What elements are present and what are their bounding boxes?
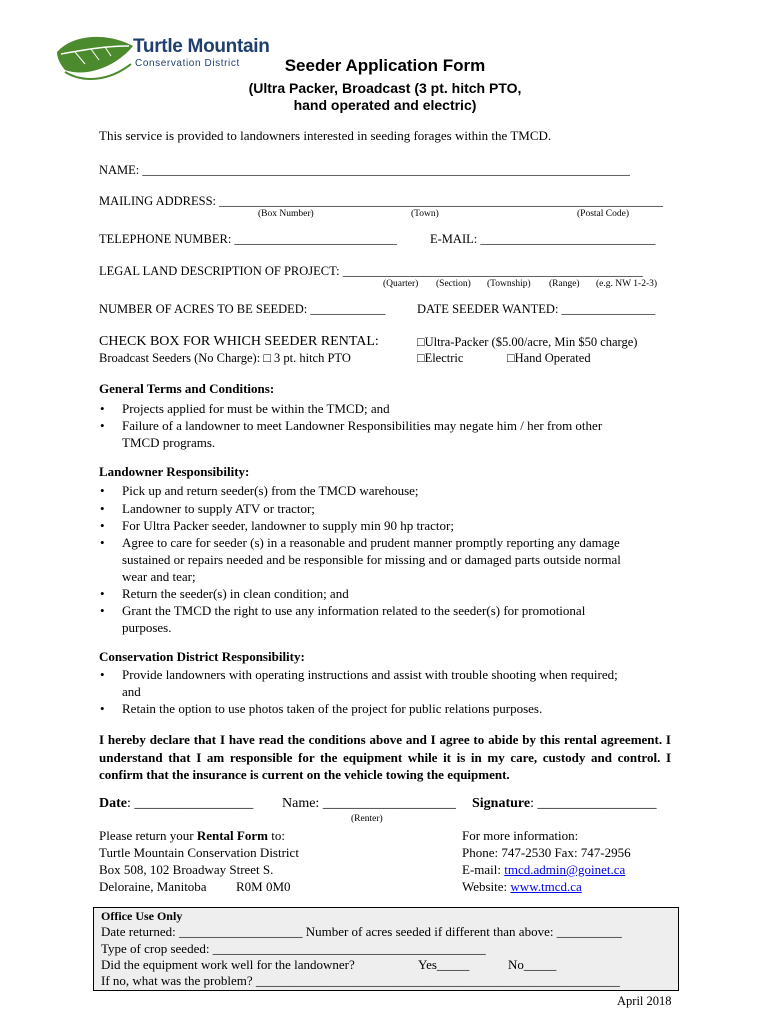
hand-operated-checkbox[interactable]: □ — [507, 351, 515, 365]
hint-township: (Township) — [487, 279, 531, 289]
return-postal: R0M 0M0 — [236, 879, 291, 894]
electric-label: Electric — [424, 351, 464, 365]
office-problem-field[interactable]: If no, what was the problem? ________________________________________________________ — [101, 973, 620, 988]
office-yes-field[interactable]: Yes_____ — [418, 957, 470, 972]
broadcast-label-text: Broadcast Seeders (No Charge): — [99, 351, 261, 365]
return-city: Deloraine, Manitoba — [99, 879, 207, 894]
landowner-item-text: Agree to care for seeder (s) in a reasonable and prudent manner promptly reporting any damage — [122, 535, 620, 550]
hint-quarter: (Quarter) — [383, 279, 419, 289]
rental-form-label: Rental Form — [196, 828, 268, 843]
website-label: Website: — [462, 879, 508, 894]
hand-operated-label: Hand Operated — [514, 351, 591, 365]
hint-range: (Range) — [549, 279, 580, 289]
form-subtitle-line2: hand operated and electric) — [293, 97, 477, 113]
office-no-field[interactable]: No_____ — [508, 957, 557, 972]
landowner-item-text: wear and tear; — [122, 569, 196, 584]
form-title: Seeder Application Form — [284, 56, 486, 75]
landowner-item-text: Landowner to supply ATV or tractor; — [122, 501, 315, 516]
district-heading: Conservation District Responsibility: — [99, 649, 305, 664]
hitch-checkbox[interactable]: □ — [263, 351, 271, 365]
rental-heading: CHECK BOX FOR WHICH SEEDER RENTAL: — [99, 334, 379, 349]
name-signature-field[interactable]: Name: ___________________ — [282, 796, 456, 811]
office-title: Office Use Only — [101, 909, 183, 923]
declaration-text: I hereby declare that I have read the conditions above and I agree to abide by this rental agreement. I understand that I am responsible for the equipment while it is in my care, custody and control. I confirm that the insurance is current on the vehicle towing the equipment. — [99, 732, 671, 782]
footer-date: April 2018 — [617, 994, 672, 1008]
hint-postal-code: (Postal Code) — [577, 209, 629, 219]
general-item-text: Projects applied for must be within the TMCD; and — [122, 401, 390, 416]
hint-town: (Town) — [411, 209, 439, 219]
district-item-text: and — [122, 684, 141, 699]
website-link[interactable]: www.tmcd.ca — [510, 879, 582, 894]
district-item-text: Retain the option to use photos taken of the project for public relations purposes. — [122, 701, 543, 716]
landowner-heading: Landowner Responsibility: — [99, 464, 250, 479]
electric-option — [417, 351, 463, 366]
hand-operated-option — [507, 351, 591, 366]
logo-subtitle: Conservation District — [135, 58, 240, 69]
general-item-text: TMCD programs. — [122, 435, 216, 450]
contact-phone: Phone: 747-2530 Fax: 747-2956 — [462, 845, 631, 860]
signature-label: Signature — [472, 796, 531, 811]
acres-field[interactable]: NUMBER OF ACRES TO BE SEEDED: ____________ — [99, 302, 386, 316]
landowner-item-text: Return the seeder(s) in clean condition; and — [122, 586, 349, 601]
office-crop-type[interactable]: Type of crop seeded: __________________________________________ — [101, 941, 486, 956]
office-equipment-question: Did the equipment work well for the landowner? — [101, 957, 355, 972]
contact-website — [462, 879, 582, 895]
date-wanted-field[interactable]: DATE SEEDER WANTED: _______________ — [417, 302, 656, 316]
electric-checkbox[interactable]: □ — [417, 351, 425, 365]
landowner-item-text: sustained or repairs needed and be responsible for missing and or damaged parts outside normal — [122, 552, 621, 567]
return-please: Please return your — [99, 828, 194, 843]
form-subtitle-line1: (Ultra Packer, Broadcast (3 pt. hitch PTO, — [248, 80, 522, 96]
date-line: : _________________ — [127, 796, 254, 811]
contact-email — [462, 862, 625, 878]
return-org: Turtle Mountain Conservation District — [99, 845, 299, 860]
hint-box-number: (Box Number) — [258, 209, 314, 219]
ultra-packer-checkbox[interactable]: □ — [417, 335, 425, 349]
contact-heading: For more information: — [462, 828, 579, 843]
renter-hint: (Renter) — [351, 814, 383, 824]
mailing-address-field[interactable]: MAILING ADDRESS: _______________________________________________________________________ — [99, 194, 663, 208]
name-field[interactable]: NAME: ______________________________________________________________________________ — [99, 163, 630, 177]
district-item-text: Provide landowners with operating instructions and assist with trouble shooting when required; — [122, 667, 618, 682]
hint-section: (Section) — [436, 279, 471, 289]
broadcast-label — [99, 351, 351, 366]
signature-field[interactable] — [472, 796, 656, 812]
office-use-box — [93, 907, 679, 991]
landowner-item-text: Grant the TMCD the right to use any information related to the seeder(s) for promotional — [122, 603, 586, 618]
return-box: Box 508, 102 Broadway Street S. — [99, 862, 274, 877]
landowner-item-text: For Ultra Packer seeder, landowner to supply min 90 hp tractor; — [122, 518, 454, 533]
return-to: to: — [271, 828, 285, 843]
email-field[interactable]: E-MAIL: ____________________________ — [430, 232, 656, 246]
ultra-packer-label: Ultra-Packer ($5.00/acre, Min $50 charge) — [424, 335, 638, 349]
email-label: E-mail: — [462, 862, 501, 877]
signature-line: : _________________ — [530, 796, 657, 811]
logo-name: Turtle Mountain — [133, 36, 270, 57]
general-item-text: Failure of a landowner to meet Landowner Responsibilities may negate him / her from other — [122, 418, 603, 433]
intro-text: This service is provided to landowners interested in seeding forages within the TMCD. — [99, 128, 552, 143]
hitch-label: 3 pt. hitch PTO — [274, 351, 351, 365]
date-signature-field[interactable] — [99, 796, 253, 812]
ultra-packer-option — [417, 335, 637, 350]
office-date-returned[interactable]: Date returned: ___________________ Number of acres seeded if different than above: __________ — [101, 924, 622, 939]
telephone-field[interactable]: TELEPHONE NUMBER: __________________________ — [99, 232, 397, 246]
email-link[interactable]: tmcd.admin@goinet.ca — [504, 862, 626, 877]
general-heading: General Terms and Conditions: — [99, 381, 275, 396]
landowner-item-text: Pick up and return seeder(s) from the TMCD warehouse; — [122, 483, 419, 498]
legal-land-field[interactable]: LEGAL LAND DESCRIPTION OF PROJECT: ________________________________________________ — [99, 264, 643, 278]
date-label: Date — [99, 796, 127, 811]
hint-example: (e.g. NW 1-2-3) — [596, 279, 658, 289]
landowner-item-text: purposes. — [122, 620, 172, 635]
return-instruction — [99, 828, 285, 844]
